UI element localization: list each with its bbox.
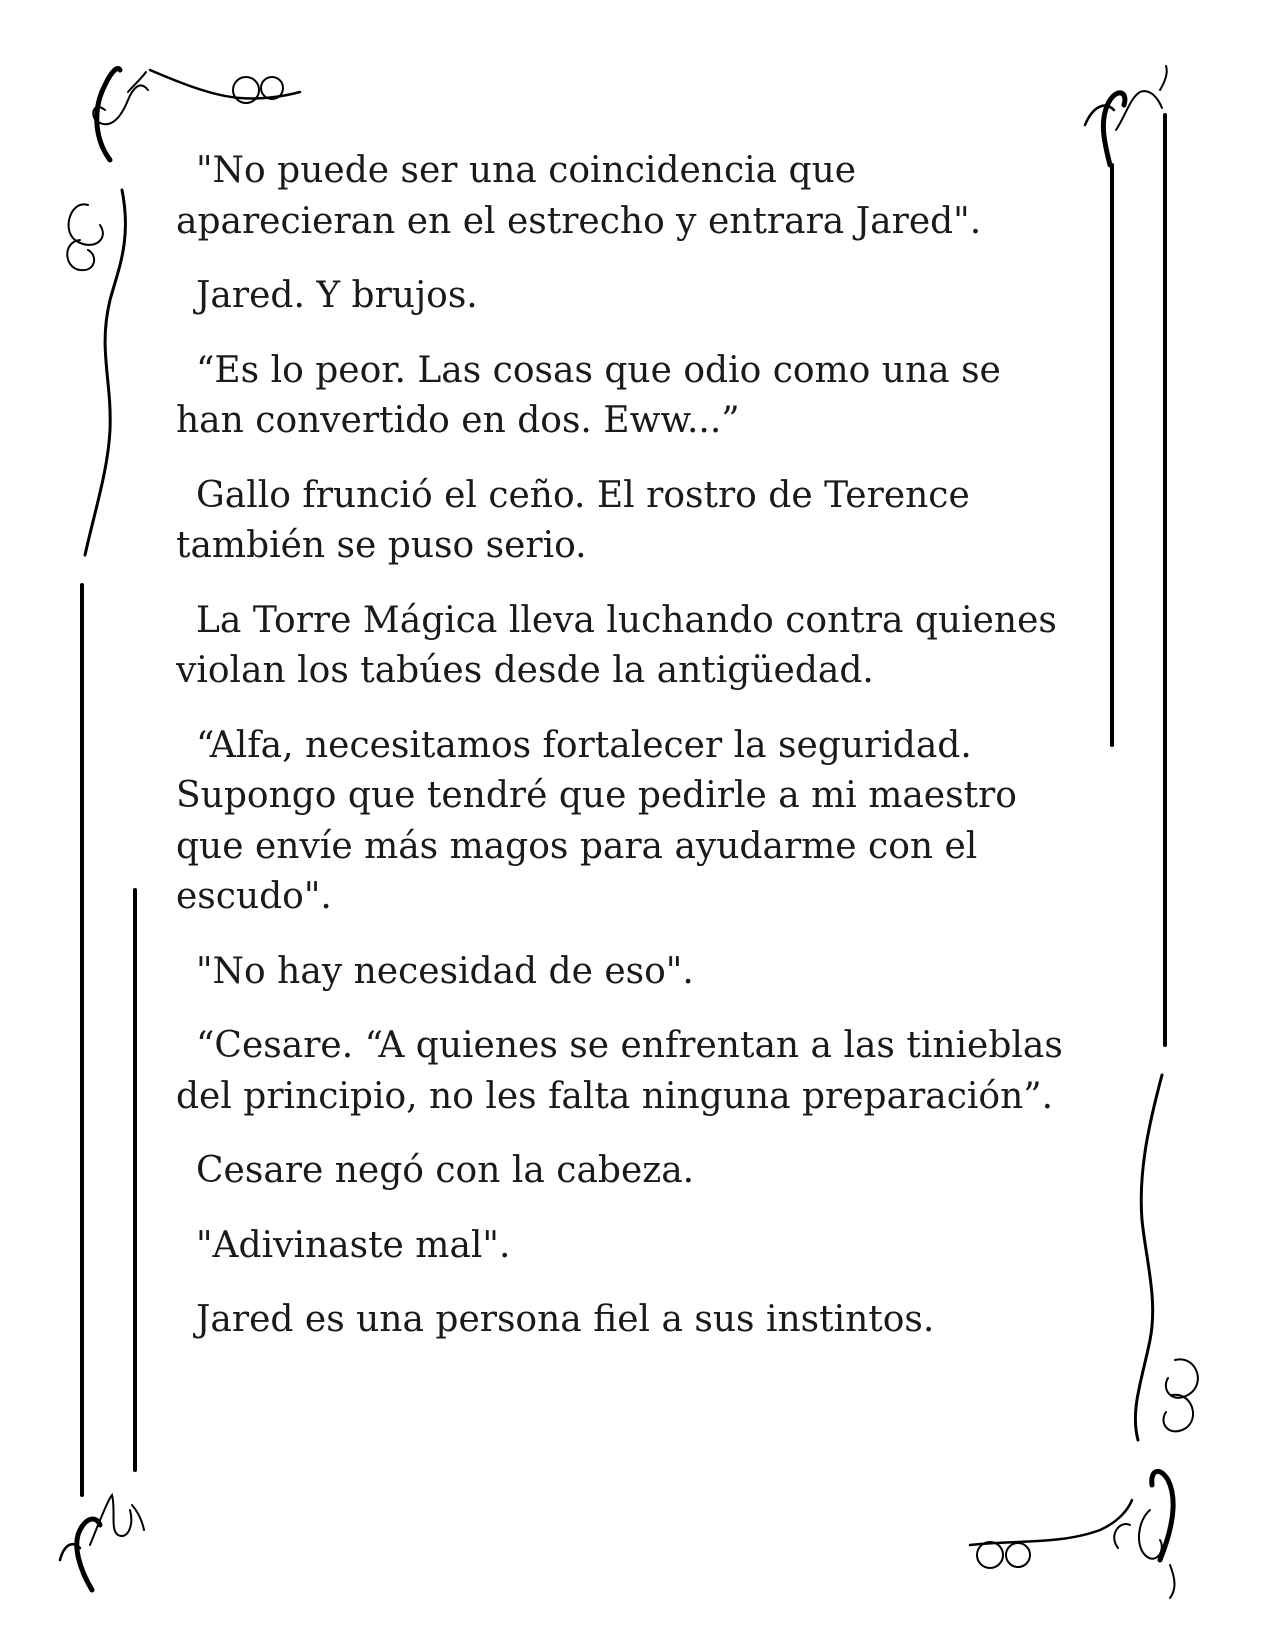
paragraph: “Cesare. “A quienes se enfrentan a las tinieblas del principio, no les falta ninguna preparación”. [176, 1025, 1063, 1117]
paragraph: Jared es una persona fiel a sus instintos. [196, 1299, 935, 1340]
body-text [176, 146, 1076, 1370]
paragraph: "No puede ser una coincidencia que aparecieran en el estrecho y entrara Jared". [176, 150, 982, 242]
paragraph: Jared. Y brujos. [196, 275, 478, 316]
paragraph: "Adivinaste mal". [196, 1224, 511, 1266]
paragraph: “Alfa, necesitamos fortalecer la seguridad. Supongo que tendré que pedirle a mi maestro que envíe más magos para ayudarme con el escudo". [176, 724, 1017, 917]
flourish-bottom-left-icon [60, 1495, 144, 1590]
flourish-top-right-icon [1085, 66, 1167, 165]
paragraph: “Es lo peor. Las cosas que odio como una se han convertido en dos. Eww...” [176, 349, 1001, 441]
paragraph: Cesare negó con la cabeza. [196, 1150, 695, 1191]
paragraph: Gallo frunció el ceño. El rostro de Terence también se puso serio. [176, 474, 970, 566]
paragraph: "No hay necesidad de eso". [196, 950, 694, 992]
paragraph: La Torre Mágica lleva luchando contra quienes violan los tabúes desde la antigüedad. [176, 599, 1057, 691]
